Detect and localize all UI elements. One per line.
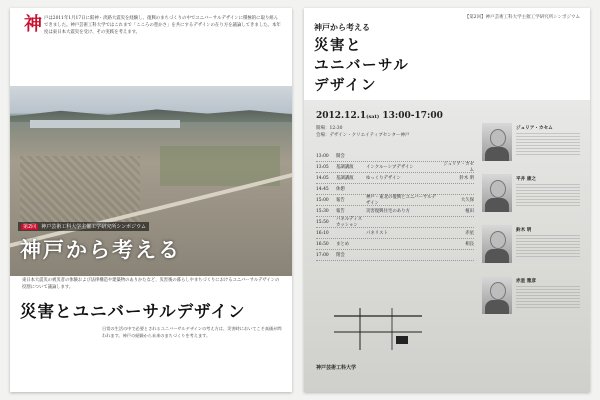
program-time: 14:05: [316, 175, 329, 181]
speaker-photo: [482, 225, 512, 263]
program-person: 鈴木 明: [459, 176, 474, 181]
title-line: デザイン: [314, 77, 377, 94]
time-range: 13:00-17:00: [382, 111, 443, 121]
flyer-back-page: [304, 8, 590, 392]
speaker-card: [482, 123, 582, 165]
dropcap: 神: [24, 14, 42, 35]
speaker-photo: [482, 174, 512, 212]
event-date: [316, 111, 443, 121]
event-header: 【第2回】神戸芸術工科大学主催工学研究所シンポジウム: [464, 15, 580, 20]
event-tag: [18, 222, 149, 231]
event-name: 神戸芸術工科大学主催工学研究所シンポジウム: [41, 224, 147, 230]
program-session: 基調講演: [336, 165, 354, 170]
speaker-name: 鈴木 明: [516, 228, 532, 233]
program-row: [316, 250, 474, 261]
program-session: 閉会: [336, 253, 345, 258]
program-person: ジュリア・カセム: [443, 162, 474, 173]
program-desc: インクルーシブデザイン: [366, 165, 414, 170]
program-time: 15:30: [316, 208, 329, 214]
program-time: 15:00: [316, 197, 329, 203]
date-text: 2012.12.1: [316, 111, 367, 121]
kobe-subheading: 神戸から考える: [314, 22, 370, 32]
speaker-name: 赤星 雅彦: [516, 279, 536, 284]
speaker-bio: [516, 286, 580, 310]
program-time: 13:05: [316, 164, 329, 170]
speaker-body: [485, 249, 509, 263]
intro-text: 戸は2011年1月17日に阪神・淡路大震災を経験し、復興のまちづくりの中でユニバーサルデザインに積極的に取り組んできました。神戸芸術工科大学ではこれまで「こころの豊かさ」を共にするデザインの在り方を議論してきました。本年度は東日本大震災を受け、その実践を考えます。: [44, 16, 281, 35]
program-session: まとめ: [336, 242, 350, 247]
program-desc: 神戸・東北の復興とユニバーサルデザイン: [366, 195, 437, 206]
flyer-front-page: [10, 8, 292, 392]
program-time: 15:50: [316, 219, 329, 225]
day-of-week: (sat): [366, 114, 380, 120]
speaker-card: [482, 174, 582, 216]
speaker-head: [490, 231, 506, 249]
speaker-head: [490, 282, 506, 300]
speaker-bio: [516, 235, 580, 259]
speaker-body: [485, 198, 509, 212]
kobe-heading: 神戸から考える: [20, 237, 181, 262]
program-row: [316, 217, 474, 228]
speaker-head: [490, 180, 506, 198]
program-person: 赤星: [465, 231, 474, 236]
program-person: 相良: [465, 242, 474, 247]
program-desc: 災害復興住宅のあり方: [366, 209, 410, 214]
program-person: 植田: [465, 209, 474, 214]
bay-water: [30, 120, 180, 128]
venue-name: 会場：デザイン・クリエイティブセンター神戸: [316, 132, 410, 138]
doors-open: 開場：12:30: [316, 126, 343, 131]
program-desc: ゆっくりデザイン: [366, 176, 401, 181]
program-schedule: [316, 151, 474, 261]
program-session: パネルディスカッション: [336, 217, 362, 228]
speaker-name: ジュリア・カセム: [516, 126, 553, 131]
program-desc: パネリスト: [366, 231, 388, 236]
speaker-body: [485, 300, 509, 314]
speaker-photo: [482, 276, 512, 314]
speaker-card: [482, 225, 582, 267]
access-map: [330, 306, 426, 352]
speaker-body: [485, 147, 509, 161]
speaker-bio: [516, 133, 580, 157]
program-session: 報告: [336, 198, 345, 203]
title-line: 災害と: [314, 37, 362, 54]
main-title: 災害とユニバーサルデザイン: [20, 302, 246, 321]
speaker-list: [482, 123, 582, 327]
speaker-card: [482, 276, 582, 318]
program-person: 大久保: [460, 198, 474, 203]
program-row: [316, 195, 474, 206]
symposium-title: [314, 36, 409, 96]
body-paragraph: 東日本大震災の被災者の体験および法律構造や建築物のありかたなど、災害後の暮らしやまちづくりにおけるユニバーサルデザインの役割について議論します。: [22, 278, 280, 290]
program-row: [316, 173, 474, 184]
event-number: 第2回: [23, 224, 37, 230]
program-time: 16:10: [316, 230, 329, 236]
speaker-head: [490, 129, 506, 147]
program-session: 開会: [336, 154, 345, 159]
program-session: 基調講演: [336, 176, 354, 181]
speaker-bio: [516, 184, 580, 208]
speaker-name: 平井 康之: [516, 177, 536, 182]
program-row: [316, 239, 474, 250]
program-time: 16:50: [316, 241, 329, 247]
program-time: 17:00: [316, 252, 329, 258]
program-session: 休憩: [336, 187, 345, 192]
speaker-photo: [482, 123, 512, 161]
program-row: [316, 162, 474, 173]
bottom-paragraph: 日常の生活の中で必要とされるユニバーサルデザインの考え方は、災害時においてこそ真価が問われます。神戸の経験から未来のまちづくりを考えます。: [102, 326, 282, 338]
program-time: 13:00: [316, 153, 329, 159]
venue-info: [316, 126, 410, 140]
title-line: ユニバーサル: [314, 57, 410, 74]
program-session: 報告: [336, 209, 345, 214]
program-time: 14:45: [316, 186, 329, 192]
intro-paragraph: [24, 16, 282, 86]
program-row: [316, 228, 474, 239]
university-name: 神戸芸術工科大学: [316, 365, 357, 371]
